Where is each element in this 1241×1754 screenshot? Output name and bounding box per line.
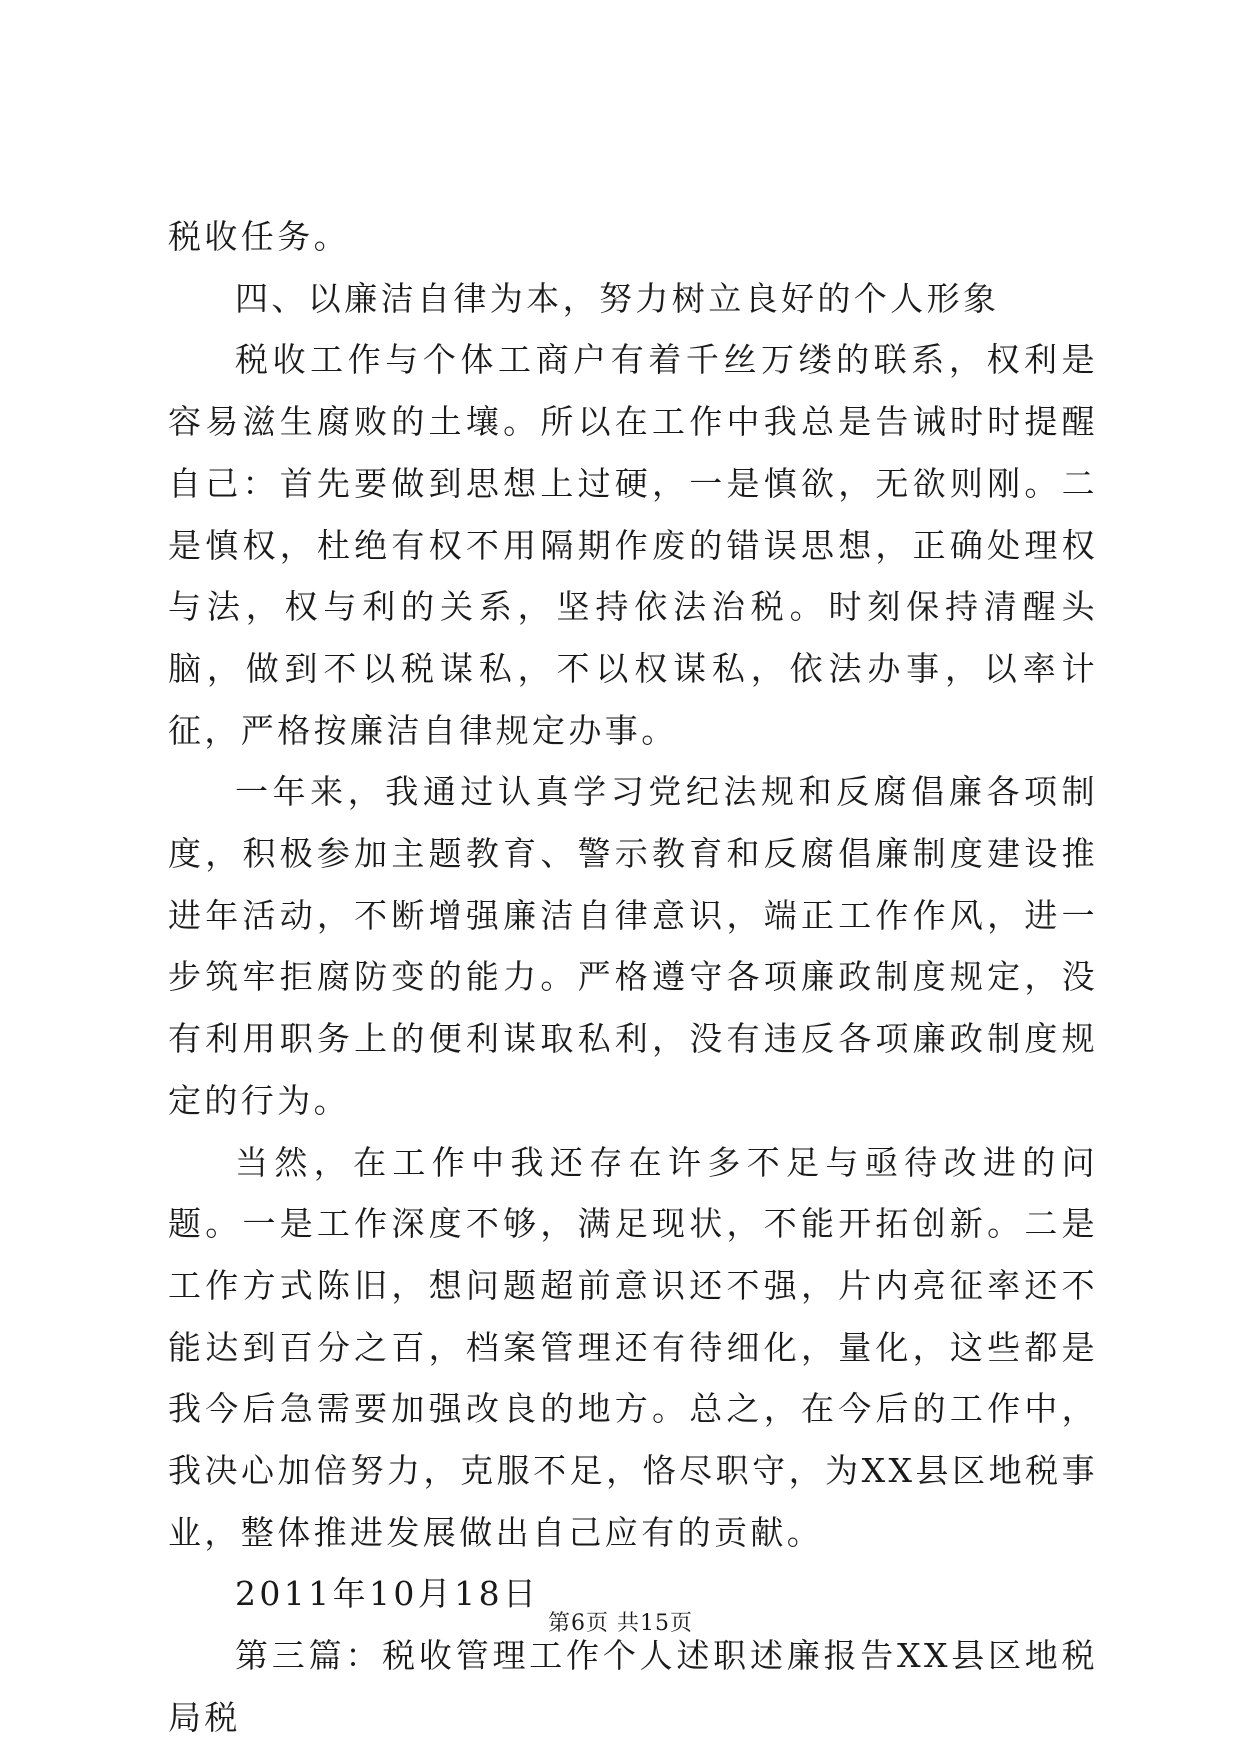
- document-body: [168, 206, 1098, 1749]
- paragraph-continuation: 税收任务。: [168, 217, 350, 256]
- document-date: 2011年10月18日: [235, 1574, 540, 1614]
- section-heading: 四、以廉洁自律为本，努力树立良好的个人形象: [235, 278, 1000, 318]
- paragraph-year-review: 一年来，我通过认真学习党纪法规和反腐倡廉各项制度，积极参加主题教育、警示教育和反腐倡廉制度建设推进年活动，不断增强廉洁自律意识，端正工作作风，进一步筑牢拒腐防变的能力。严格遵守各项廉政制度规定，没有利用职务上的便利谋取私利，没有违反各项廉政制度规定的行为。: [168, 772, 1098, 1120]
- paragraph-shortcomings: 当然，在工作中我还存在许多不足与亟待改进的问题。一是工作深度不够，满足现状，不能开拓创新。二是工作方式陈旧，想问题超前意识还不强，片内亮征率还不能达到百分之百，档案管理还有待细化，量化，这些都是我今后急需要加强改良的地方。总之，在今后的工作中，我决心加倍努力，克服不足，恪尽职守，为XX县区地税事业，整体推进发展做出自己应有的贡献。: [168, 1142, 1098, 1552]
- paragraph-integrity: 税收工作与个体工商户有着千丝万缕的联系，权利是容易滋生腐败的土壤。所以在工作中我总是告诫时时提醒自己：首先要做到思想上过硬，一是慎欲，无欲则刚。二是慎权，杜绝有权不用隔期作废的错误思想，正确处理权与法，权与利的关系，坚持依法治税。时刻保持清醒头脑，做到不以税谋私，不以权谋私，依法办事，以率计征，严格按廉洁自律规定办事。: [168, 340, 1098, 750]
- page-number-footer: 第6页 共15页: [548, 1611, 693, 1636]
- next-chapter-title: 第三篇：税收管理工作个人述职述廉报告XX县区地税局税: [168, 1636, 1098, 1737]
